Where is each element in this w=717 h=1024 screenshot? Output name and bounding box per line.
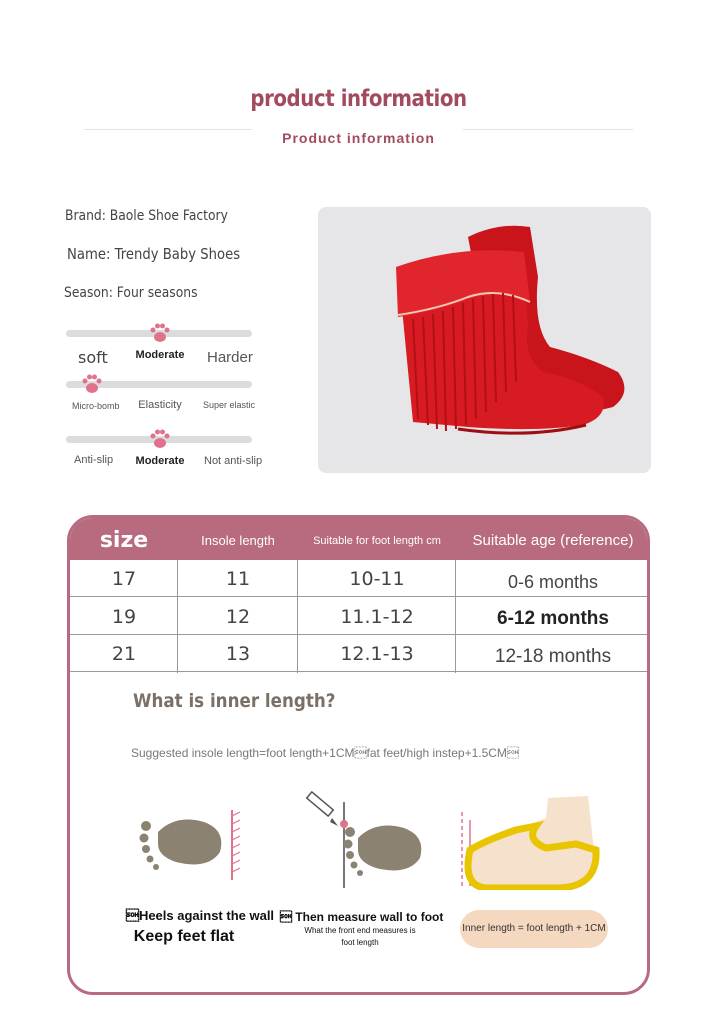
paw-icon — [148, 427, 172, 451]
cell-insole: 12 — [225, 606, 251, 628]
spec-brand: Brand: Baole Shoe Factory — [65, 208, 228, 224]
cell-size: 19 — [111, 606, 137, 628]
table-divider — [297, 560, 298, 673]
table-divider — [177, 560, 178, 673]
slider-label-elasticity: Elasticity — [138, 399, 182, 411]
inner-length-title: What is inner length? — [133, 690, 336, 712]
paw-icon — [80, 372, 104, 396]
slider-label-moderate: Moderate — [135, 455, 185, 467]
step2-caption-3: foot length — [341, 938, 379, 947]
red-fringe-boot-illustration — [318, 207, 651, 473]
step1-caption: Heels against the wall — [125, 908, 275, 923]
header-foot-length: Suitable for foot length cm — [313, 535, 441, 547]
size-chart-card — [67, 515, 650, 995]
step1-caption-2: Keep feet flat — [133, 928, 235, 945]
pencil-icon — [307, 792, 338, 826]
slider-label-micro-bomb: Micro-bomb — [72, 401, 120, 411]
table-row — [70, 635, 647, 672]
spec-name: Name: Trendy Baby Shoes — [67, 245, 241, 263]
paw-icon — [148, 321, 172, 345]
product-image — [318, 207, 651, 473]
step2-caption:  Then measure wall to foot — [280, 910, 444, 924]
header-age: Suitable age (reference) — [472, 532, 634, 549]
cell-age: 12-18 months — [494, 646, 612, 667]
cell-foot-length: 12.1-13 — [340, 643, 414, 665]
wall-measure-illustration — [298, 790, 438, 890]
table-divider — [455, 560, 456, 673]
cell-age: 6-12 months — [497, 608, 609, 629]
page-subtitle: Product information — [282, 130, 435, 146]
shoe-illustration — [456, 790, 606, 890]
cell-foot-length: 10-11 — [349, 568, 405, 590]
formula-badge: Inner length = foot length + 1CM — [460, 910, 608, 948]
footprint-icon — [136, 804, 246, 884]
cell-foot-length: 11.1-12 — [340, 606, 414, 628]
slider-label-harder: Harder — [207, 349, 253, 366]
slider-label-moderate: Moderate — [135, 349, 185, 361]
spec-season: Season: Four seasons — [64, 285, 198, 301]
insole-suggestion: Suggested insole length=foot length+1CMfat feet/high instep+1.5CM — [131, 746, 519, 760]
header-size: size — [99, 528, 149, 553]
page-title: product information — [250, 86, 467, 112]
table-row — [70, 598, 647, 635]
header-insole-length: Insole length — [201, 533, 275, 548]
cell-size: 17 — [111, 568, 137, 590]
slider-label-anti-slip: Anti-slip — [74, 454, 114, 466]
cell-age: 0-6 months — [507, 572, 599, 592]
cell-insole: 11 — [225, 568, 251, 590]
slider-label-soft: soft — [78, 348, 108, 367]
table-header — [70, 518, 647, 560]
slider-label-not-anti-slip: Not anti-slip — [204, 455, 263, 467]
slider-label-super-elastic: Super elastic — [203, 400, 256, 410]
step2-caption-2: What the front end measures is — [304, 926, 416, 935]
table-row — [70, 560, 647, 597]
cell-size: 21 — [111, 643, 137, 665]
cell-insole: 13 — [225, 643, 251, 665]
